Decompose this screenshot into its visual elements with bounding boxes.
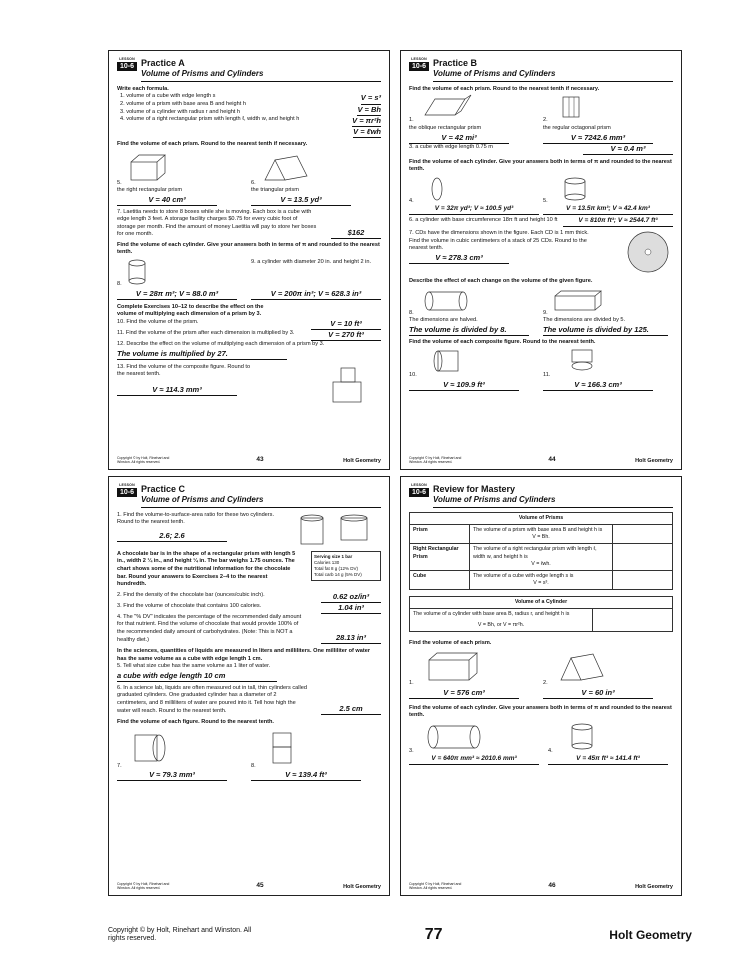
practice-a-panel: LESSON 10-6 Practice A Volume of Prisms and Cylinders Write each formula. 1. volume of a cube with edge length s 2. volume of a prism with base area B and height h 3. volume of a cylinder with radius r and height h 4. volume of a right rectangular prism with length ℓ, width w, and height h V = s³ V = Bh V = πr²h V = ℓwh Find the volume of each prism. Round to the nearest tenth if necessary. 5. the right rectangular prism V = 40 cm³ 6. the triangular prism V ≈ 13.5 yd³ 7. Laetitia needs to store 8 boxes while she is moving. Each box is a cube with edge length 3 feet. A storage facility charges $0.75 for every cubic foot of storage per month. Find the amount of money Laetitia will pay to store her boxes for one month. $162 Find the volume of each cylinder. Give your answers both in terms of π and rounded to the nearest tenth. 8. 9. a cylinder with diameter 20 in. and height 2 in. V = 28π m³; V ≈ 88.0 m³ V = 200π in³; V ≈ 628.3 in³ Complete Exercises 10–12 to describe the effect on the volume of multiplying each dimension of a prism by 3. 10. Find the volume of the prism. V = 10 ft³ 11. Find the volume of the prism after each dimension is multiplied by 3. V = 270 ft³ 12. Describe the effect on the volume of multiplying each dimension of a prism by 3. The volume is multiplied by 27. 13. Find the volume of the composite figure. Round to the nearest tenth. V ≈ 114.3 mm³ Copyright © by Holt, Rinehart and Winston. All rights reserved. 43 Holt Geometry [108, 50, 390, 470]
composite-figure [418, 346, 478, 376]
nutrition-label: Serving size 1 bar Calories 130 Total fat 8 g (12% DV) Total carb 14 g (5% DV) [311, 551, 381, 581]
panel-title: Practice B [433, 58, 478, 68]
cylinder-figure [415, 722, 495, 752]
cd-figure [623, 230, 673, 274]
triangular-prism-figure [549, 650, 619, 684]
cylinder-figure [415, 176, 465, 202]
two-cylinders-figure [291, 512, 381, 548]
composite-figure [123, 729, 183, 767]
panel-title: Review for Mastery [433, 484, 516, 494]
panel-title: Practice A [141, 58, 185, 68]
review-panel: LESSON 10-6 Review for Mastery Volume of Prisms and Cylinders Volume of Prisms Prism The volume of a prism with base area B and height h is V = Bh. Right Rectangular Prism The volume of a right rectangular prism with length ℓ, width w, and height h is V = ℓwh. Cube The volume of a cube with edge length s is V = s³. Volume of a Cylinder The volume of a cylinder with base area B, radius r, and height h is V = Bh, or V = πr²h. Find the volume of each prism. 1. V = 576 cm³ 2. V = 60 in³ Find the volume of each cylinder. Give your answers both in terms of π and rounded to the nearest tenth. 3. V = 640π mm³ ≈ 2010.6 mm³ 4. V = 45π ft³ ≈ 141.4 ft³ Copyright © by Holt, Rinehart and Winston. All rights reserved. 46 Holt Geometry [400, 476, 682, 896]
volume-of-prisms-table: Volume of Prisms Prism The volume of a prism with base area B and height h is V = Bh. Right Rectangular Prism The volume of a right rectangular prism with length ℓ, width w, and height h is V = ℓwh. Cube The volume of a cube with edge length s is V = s³. [409, 512, 673, 590]
cylinder-figure [554, 722, 614, 752]
panel-title: Practice C [141, 484, 186, 494]
triangular-prism-figure [257, 152, 317, 184]
page-footer: Copyright © by Holt, Rinehart and Winston. All rights reserved. 77 Holt Geometry [108, 926, 692, 943]
composite-figure [321, 364, 381, 406]
oblique-prism-figure [415, 93, 485, 121]
practice-b-panel: LESSON 10-6 Practice B Volume of Prisms and Cylinders Find the volume of each prism. Round to the nearest tenth if necessary. 1. the oblique rectangular prism V = 42 mi³ 2. the regular octagonal prism V ≈ 7242.6 mm³ 3. a cube with edge length 0.75 m V ≈ 0.4 m³ Find the volume of each cylinder. Give your answers both in terms of π and rounded to the nearest tenth. 4. 5. V = 32π yd³; V ≈ 100.5 yd³ V = 13.5π km³; V ≈ 42.4 km³ 6. a cylinder with base circumference 18π ft and height 10 ft V = 810π ft³; V ≈ 2544.7 ft³ 7. CDs have the dimensions shown in the figure. Each CD is 1 mm thick. Find the volume in cubic centimeters of a stack of 25 CDs. Round to the nearest tenth. V ≈ 278.3 cm³ Describe the effect of each change on the volume of the given figure. 8. The dimensions are halved. The volume is divided by 8. 9. The dimensions are divided by 5. The volume is divided by 125. Find the volume of each composite figure. Round to the nearest tenth. 10. V ≈ 109.9 ft³ 11. V ≈ 166.3 cm³ Copyright © by Holt, Rinehart and Winston. All rights reserved. 44 Holt Geometry [400, 50, 682, 470]
cylinder-figure [415, 288, 475, 314]
cylinder-figure [549, 176, 599, 202]
rectangular-prism-figure [123, 152, 183, 184]
volume-of-cylinder-table: Volume of a Cylinder The volume of a cylinder with base area B, radius r, and height h is V = Bh, or V = πr²h. [409, 596, 673, 632]
page-number: 77 [424, 926, 443, 943]
rectangular-prism-figure [415, 650, 485, 684]
composite-figure [552, 346, 612, 376]
practice-c-panel: LESSON 10-6 Practice C Volume of Prisms and Cylinders 1. Find the volume-to-surface-area ratio for these two cylinders. Round to the nearest tenth. 2.6; 2.6 A chocolate bar is in the shape of a rectangular prism with length 5 in., width 2 ¼ in., and height ¼ in. The bar weighs 1.75 ounces. The chart shows some of the nutritional information for the chocolate bar. Round your answers to Exercises 2–4 to the nearest hundredth. Serving size 1 bar Calories 130 Total fat 8 g (12% DV) Total carb 14 g (5% DV) 2. Find the density of the chocolate bar (ounces/cubic inch). 0.62 oz/in³ 3. Find the volume of chocolate that contains 100 calories. 1.04 in³ 4. The "% DV" indicates the percentage of the recommended daily amount for that nutrient. Find the volume of chocolate that would provide 100% of the recommended daily amount of carbohydrates. (Note: This is NOT a healthy diet.) 28.13 in³ In the sciences, quantities of liquids are measured in liters and milliliters. One milliliter of water has the same volume as a cube with edge length 1 cm. 5. Tell what size cube has the same volume as 1 liter of water. a cube with edge length 10 cm 6. In a science lab, liquids are often measured out in tall, thin cylinders called graduated cylinders. One graduated cylinder has a diameter of 2 centimeters, and 8 milliliters of water are poured into it. Tell how high the water will reach. Round to the nearest tenth. 2.5 cm Find the volume of each figure. Round to the nearest tenth. 7. V ≈ 79.3 mm³ 8. V ≈ 139.4 ft³ Copyright © by Holt, Rinehart and Winston. All rights reserved. 45 Holt Geometry [108, 476, 390, 896]
composite-figure [257, 729, 317, 767]
rectangular-prism-figure [549, 288, 609, 314]
octagonal-prism-figure [549, 93, 599, 121]
cylinder-figure [123, 259, 163, 285]
